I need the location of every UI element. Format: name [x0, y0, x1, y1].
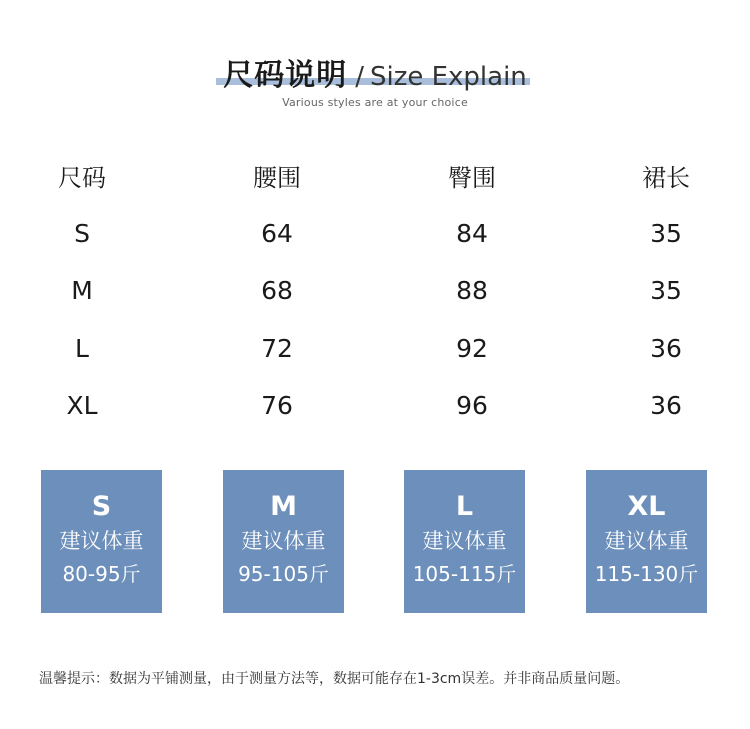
- table-cell-hip: 88: [456, 276, 488, 305]
- column-header-waist: 腰围: [253, 164, 301, 192]
- card-label: 建议体重: [422, 529, 507, 553]
- page-header: [0, 50, 750, 120]
- card-label: 建议体重: [604, 529, 689, 553]
- title-english: Size Explain: [369, 62, 527, 92]
- weight-cards: [0, 470, 750, 613]
- card-size: M: [270, 491, 297, 522]
- table-cell-size: M: [71, 276, 93, 305]
- weight-card-l: [404, 470, 525, 613]
- table-cell-hip: 84: [456, 219, 488, 248]
- card-label: 建议体重: [59, 529, 144, 553]
- weight-card-s: [41, 470, 162, 613]
- card-label: 建议体重: [241, 529, 326, 553]
- table-cell-hip: 96: [456, 391, 488, 420]
- table-cell-waist: 64: [261, 219, 293, 248]
- card-weight-range: 80-95斤: [62, 562, 141, 586]
- column-header-length: 裙长: [642, 164, 690, 192]
- table-cell-waist: 68: [261, 276, 293, 305]
- table-cell-waist: 72: [261, 334, 293, 363]
- page-subtitle: Various styles are at your choice: [282, 96, 468, 109]
- column-header-size: 尺码: [58, 164, 106, 192]
- card-size: L: [455, 491, 474, 522]
- table-cell-length: 36: [650, 334, 682, 363]
- weight-card-xl: [586, 470, 707, 613]
- title-chinese: 尺码说明: [223, 58, 348, 93]
- table-cell-size: XL: [66, 391, 98, 420]
- table-cell-length: 35: [650, 219, 682, 248]
- table-cell-size: L: [75, 334, 89, 363]
- weight-card-m: [223, 470, 344, 613]
- table-cell-hip: 92: [456, 334, 488, 363]
- measurement-note: 温馨提示：数据为平铺测量，由于测量方法等，数据可能存在1-3cm误差。并非商品质量问题。: [39, 671, 630, 687]
- card-weight-range: 95-105斤: [238, 562, 329, 586]
- table-cell-length: 35: [650, 276, 682, 305]
- title-separator: /: [355, 62, 364, 92]
- card-size: S: [91, 491, 112, 522]
- card-weight-range: 105-115斤: [412, 562, 517, 586]
- card-weight-range: 115-130斤: [594, 562, 699, 586]
- table-cell-size: S: [74, 219, 90, 248]
- table-cell-length: 36: [650, 391, 682, 420]
- card-size: XL: [627, 491, 666, 522]
- page-title: [0, 50, 750, 94]
- table-cell-waist: 76: [261, 391, 293, 420]
- column-header-hip: 臀围: [448, 164, 496, 192]
